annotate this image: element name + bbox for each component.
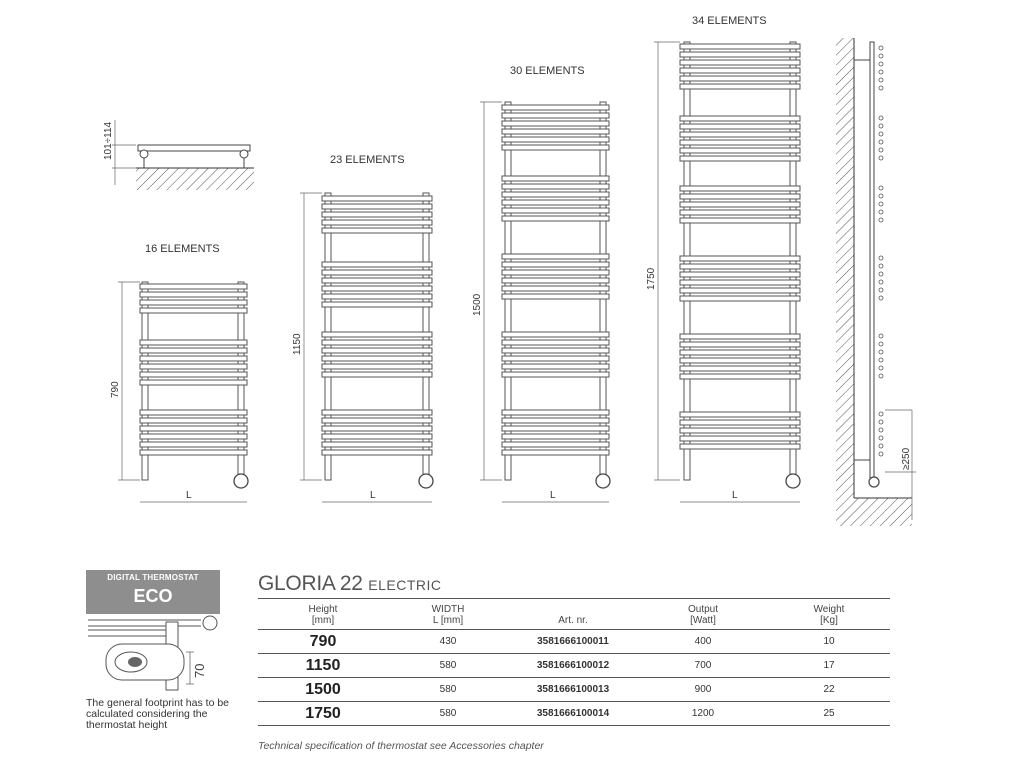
radiator-16-elements (110, 243, 248, 502)
height-dimension: 1500 (472, 293, 483, 316)
header-height: Height [mm] (308, 604, 338, 626)
table-header-row (258, 604, 890, 630)
radiator-23-elements (292, 154, 433, 502)
table-row (258, 630, 890, 654)
height-dimension: 1750 (646, 267, 657, 290)
cell-weight: 17 (768, 654, 890, 678)
table-row (258, 654, 890, 678)
cell-weight: 22 (768, 678, 890, 702)
cell-width: 580 (388, 654, 508, 678)
thermostat-model: ECO (133, 586, 173, 606)
cell-output: 1200 (638, 702, 768, 726)
product-title (258, 572, 441, 596)
cell-art-nr: 3581666100012 (508, 654, 638, 678)
elements-label: 34 ELEMENTS (692, 15, 767, 27)
cell-output: 400 (638, 630, 768, 654)
cell-art-nr: 3581666100011 (508, 630, 638, 654)
elements-label: 30 ELEMENTS (510, 65, 585, 77)
cell-height: 1750 (258, 702, 388, 726)
cell-art-nr: 3581666100014 (508, 702, 638, 726)
cell-height: 790 (258, 630, 388, 654)
thermostat-panel (86, 570, 220, 698)
side-view-drawing (836, 38, 916, 526)
thermostat-dimension: 70 (192, 663, 207, 678)
table-footnote: Technical specification of thermostat see Accessories chapter (258, 740, 544, 752)
width-label: L (732, 490, 738, 501)
width-label: L (370, 490, 376, 501)
product-name: GLORIA 22 (258, 572, 363, 595)
top-view-dimension: 101÷114 (103, 121, 114, 160)
header-art-nr: Art. nr. (558, 615, 588, 626)
elements-label: 23 ELEMENTS (330, 154, 405, 166)
thermostat-title: DIGITAL THERMOSTAT (107, 573, 199, 582)
header-output: Output [Watt] (687, 604, 719, 626)
cell-output: 900 (638, 678, 768, 702)
cell-width: 430 (388, 630, 508, 654)
height-dimension: 1150 (292, 333, 303, 355)
cell-height: 1150 (258, 654, 388, 678)
cell-weight: 10 (768, 630, 890, 654)
cell-height: 1500 (258, 678, 388, 702)
table-row (258, 702, 890, 726)
thermostat-note: The general footprint has to be calculated considering the thermostat height (86, 697, 230, 731)
width-label: L (186, 490, 192, 501)
cell-art-nr: 3581666100013 (508, 678, 638, 702)
width-label: L (550, 490, 556, 501)
cell-width: 580 (388, 702, 508, 726)
specifications-table (258, 604, 890, 726)
header-width: WIDTH L [mm] (431, 604, 465, 626)
product-variant: ELECTRIC (368, 577, 442, 593)
radiator-30-elements (472, 65, 610, 502)
thermostat-header (86, 570, 220, 614)
top-view-drawing (103, 120, 254, 190)
height-dimension: 790 (110, 381, 121, 398)
elements-label: 16 ELEMENTS (145, 243, 220, 255)
floor-clearance-dimension: ≥250 (901, 447, 912, 470)
thermostat-drawing (86, 614, 220, 698)
radiator-34-elements (646, 15, 800, 502)
cell-weight: 25 (768, 702, 890, 726)
table-row (258, 678, 890, 702)
cell-width: 580 (388, 678, 508, 702)
cell-output: 700 (638, 654, 768, 678)
header-weight: Weight [Kg] (813, 604, 845, 626)
title-divider (258, 598, 890, 599)
